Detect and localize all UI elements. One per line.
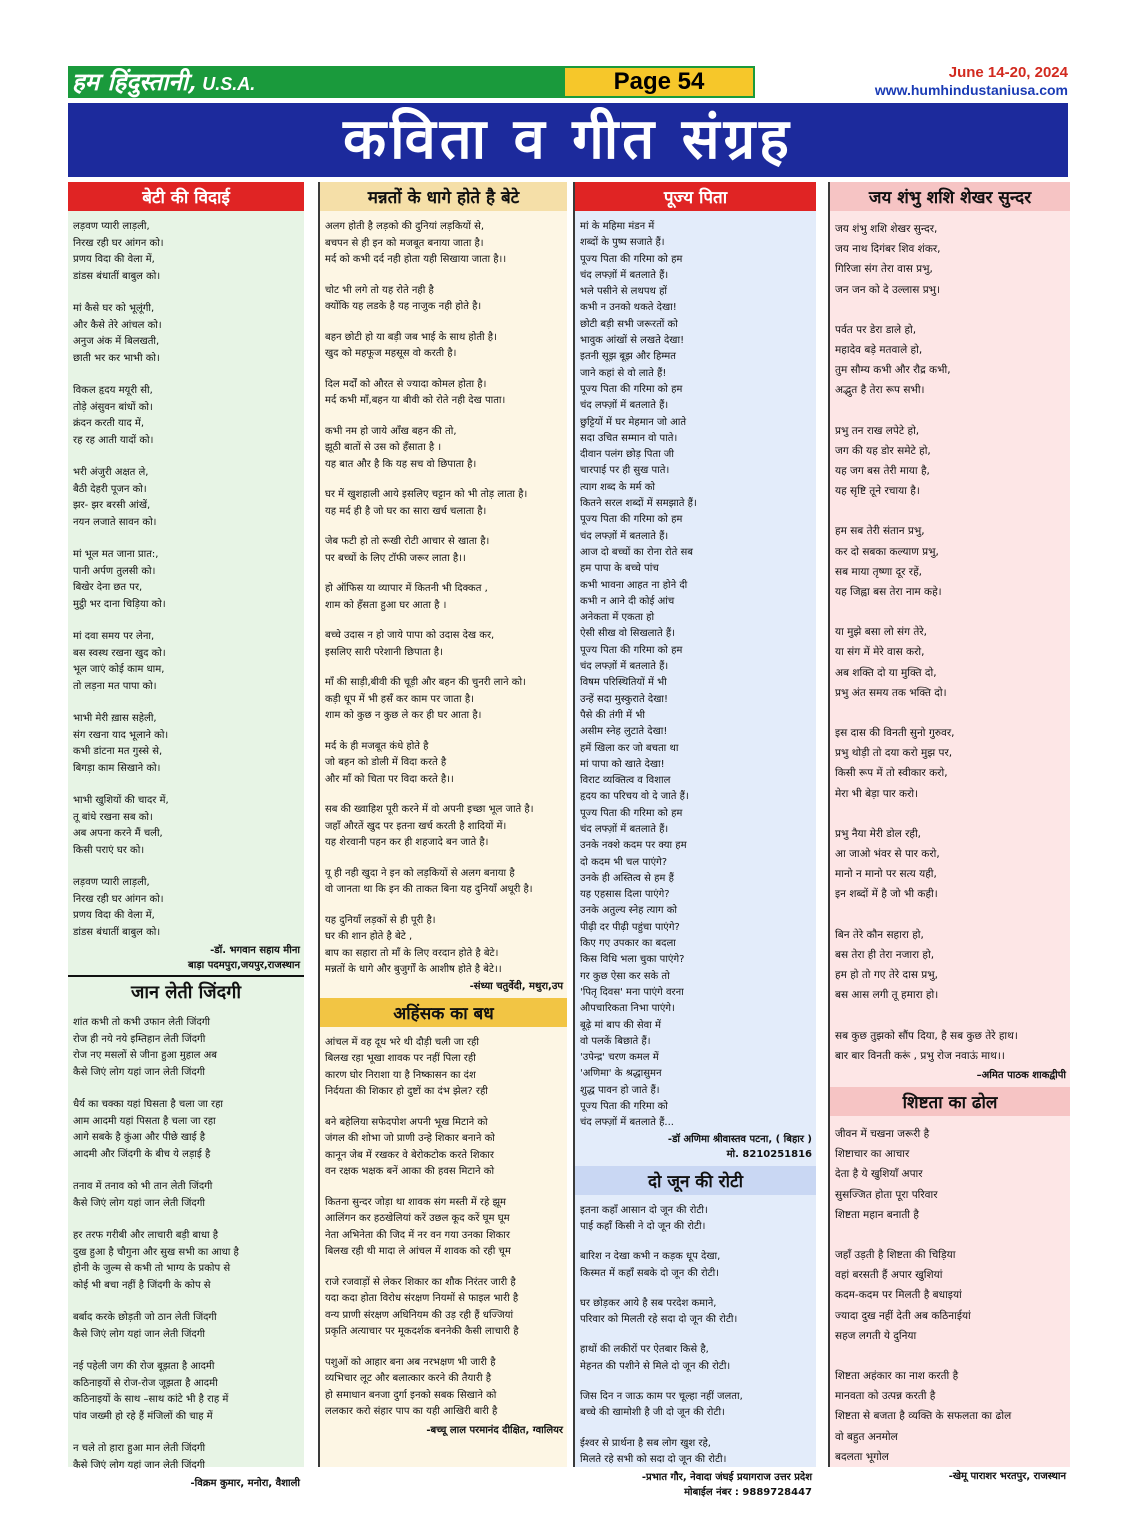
stanza: आंचल में वह दूध भरे थी दौड़ी चली जा रही बिलख रहा भूखा शावक पर नहीं पिला रही कारण घोर निराशा या है निष्कासन का दंश निर्दयता की शिकार हो दुष्टों का दंभ झेल? रही [325,1036,488,1097]
stanza: हर तरफ गरीबी और लाचारी बड़ी बाधा है दुख हुआ है चौगुना और सुख सभी का आधा है होनी के जुल्म से कभी तो भाग्य के प्रकोप से कोई भी बचा नहीं है जिंदगी के कोप से [73,1230,239,1291]
stanza: मां दवा समय पर लेना, बस स्वस्थ रखना खुद को। भूल जाएं कोई काम धाम, तो लड़ना मत पापा को। [73,631,166,692]
poem-title: मन्नतों के धागे होते है बेटे [320,182,567,211]
poem-body [68,219,304,941]
stanza: यह दुनियाँ लड़कों से ही पूरी है। घर की शान होते है बेटे , बाप का सहारा तो माँ के लिए वरदान होते है बेटे। मन्नतों के धागे और बुजुर्गों के आशीष होते है बेटे।। [325,914,502,975]
poem-author: -विक्रम कुमार, मनोरा, वैशाली [190,1478,300,1489]
poem-title: अहिंसक का बध [320,998,567,1027]
stanza: मर्द के ही मजबूत कंधे होते है जो बहन को डोली में विदा करते है और माँ को चिता पर विदा करते है।। [325,740,454,785]
page-number: Page 54 [563,66,755,98]
stanza: नई पहेली जग की रोज बूझता है आदमी कठिनाइयों से रोज-रोज जूझता है आदमी कठिनाइयों के साथ –साथ कांटे भी है राह में पांव जख्मी हो रहे हैं मंजिलों की चाह में [73,1361,229,1422]
stanza: माँ की साड़ी,बीवी की चूड़ी और बहन की चुनरी लाने को। कड़ी धूप में भी हसँ कर काम पर जाता है। शाम को कुछ न कुछ ले कर ही घर आता है। [325,677,526,721]
stanza: जेब फटी हो तो रूखी रोटी आचार से खाता है। पर बच्चों के लिए टॉफी जरूर लाता है।। [325,536,490,564]
stanza: जिस दिन न जाऊ काम पर चूल्हा नहीं जलता, बच्चे की खामोशी है जी दो जून की रोटी। [580,1391,743,1419]
stanza: जीवन में चखना जरूरी है शिष्टाचार का आचार देता है ये खुशियाँ अपार सुसज्जित होता पूरा परिवार शिष्टता महान बनाती है [835,1127,938,1221]
stanza: बहन छोटी हो या बड़ी जब भाई के साथ होती है। खुद को महफूज महसूस वो करती है। [325,331,497,359]
stanza: शांत कभी तो कभी उफान लेती जिंदगी रोज ही नये नये इम्तिहान लेती जिंदगी रोज नए मसलों से जीना हुआ मुहाल अब कैसे जिएं लोग यहां जान लेती जिंदगी [73,1017,217,1078]
poem-body [830,219,1070,1066]
stanza: कभी नम हो जाये आँख बहन की तो, झूठी बातों से उस को हँसाता है । यह बात और है कि यह सच वो छिपाता है। [325,425,477,470]
issue-date: June 14-20, 2024 [948,64,1068,81]
stanza: या मुझे बसा लो संग तेरे, या संग में मेरे वास करो, अब शक्ति दो या मुक्ति दो, प्रभु अंत समय तक भक्ति दो। [835,626,947,699]
stanza: कितना सुन्दर जोड़ा था शावक संग मस्ती में रहे झूम आलिंगन कर हठखेलियां करें उछल कूद करें घूम घूम नेता अभिनेता की जिद में नर वन गया उनका शिकार बिलख रही थी मादा ले आंचल में शावक को रही चूम [325,1196,511,1257]
stanza: राजे रजवाड़ों से लेकर शिकार का शौक निरंतर जारी है यदा कदा होता विरोध संरक्षण नियमों से फाइल भारी है वन्य प्राणी संरक्षण अधिनियम की उड़ रही हैं धज्जियां प्रकृति अत्याचार पर मूकदर्शक बननेकी कैसी लाचारी है [325,1276,519,1337]
stanza: भरी अंजुरी अक्षत ले, बैठी देहरी पूजन को। झर- झर बरसी आंखें, नयन लजाते सावन को। [73,467,157,528]
poem-body [320,219,567,979]
website-link[interactable]: www.humhindustaniusa.com [874,82,1068,98]
poem-author: -डॉ. भगवान सहाय मीना [210,945,300,956]
stanza: प्रभु नैया मेरी डोल रही, आ जाओ भंवर से पार करो, मानो न मानो पर सत्य यही, इन शब्दों में है जो भी कही। [835,827,940,901]
poem-title: जान लेती जिंदगी [68,975,304,1007]
stanza: घर छोड़कर आये है सब परदेश कमाने, परिवार को मिलती रहे सदा दो जून की रोटी। [580,1297,738,1326]
poem-title: दो जून की रोटी [575,1166,816,1195]
stanza: हो ऑफिस या व्यापार में कितनी भी दिक्कत , शाम को हँसता हुआ घर आता है । [325,583,488,611]
stanza: इतना कहाँ आसान दो जून की रोटी। पाई कहाँ किसी ने दो जून की रोटी। [580,1204,708,1232]
brand-suffix: U.S.A. [202,74,256,94]
stanza: पर्वत पर डेरा डाले हो, महादेव बड़े मतवाले हो, तुम सौम्य कभी और रौद्र कभी, अद्भुत है तेरा रूप सभी। [835,323,951,397]
stanza: बच्चे उदास न हो जाये पापा को उदास देख कर, इसलिए सारी परेशानी छिपाता है। [325,630,495,658]
stanza: भाभी खुशियों की चादर में, तू बांधे रखना सब को। अब अपना करने मैं चली, किसी पराएं घर को। [73,795,169,856]
stanza: हम सब तेरी संतान प्रभु, कर दो सबका कल्याण प्रभु, सब माया तृष्णा दूर रहें, यह जिह्वा बस तेरा नाम कहे। [835,525,942,599]
stanza: न चले तो हारा हुआ मान लेती जिंदगी कैसे जिएं लोग यहां जान लेती जिंदगी [73,1443,206,1471]
stanza: बर्बाद करके छोड़ती जो ठान लेती जिंदगी कैसे जिएं लोग यहां जान लेती जिंदगी [73,1312,217,1340]
stanza: बिन तेरे कौन सहारा हो, बस तेरा ही तेरा नजारा हो, हम हो तो गए तेरे दास प्रभु, बस आस लगी तू हमारा हो। [835,928,939,1002]
stanza: घर में खुशहाली आये इसलिए चट्टान को भी तोड़ लाता है। यह मर्द ही है जो घर का सारा खर्च चलाता है। [325,489,528,517]
poem-author: –अमित पाठक शाकद्वीपी [976,1069,1066,1081]
stanza: हाथों की लकीरों पर ऐतबार किसे है, मेहनत की पशीने से मिले दो जून की रोटी। [580,1344,731,1372]
stanza: मां भूल मत जाना प्रात:, पानी अर्पण तुलसी को। बिखेर देना छत पर, मुट्ठी भर दाना चिड़िया को। [73,549,166,610]
poem-title: जय शंभु शशि शेखर सुन्दर [830,182,1070,211]
stanza: शिष्टता अहंकार का नाश करती है मानवता को उत्पन्न करती है शिष्टता से बजता है व्यक्ति के सफलता का ढोल वो बहुत अनमोल बदलता भूगोल [835,1369,1012,1463]
stanza: ईश्वर से प्रार्थना है सब लोग खुश रहे, मिलते रहे सभी को सदा दो जून की रोटी। [580,1437,727,1465]
stanza: मां के महिमा मंडन में शब्दों के पुष्प सजाते हैं। पूज्य पिता की गरिमा को हम चंद लफ्ज़ों में बतलाते हैं। भले पसीने से लथपथ हों कभी न उनको थकते देखा! छोटी बड़ी सभी जरूरतों को भावुक आंखों से लखते देखा! इतनी सूझ बूझ और हिम्मत जाने कहां से वो लाते हैं! पूज्य पिता की गरिमा को हम चंद लफ्ज़ों में बतलाते हैं। छुट्टियों में घर मेहमान जो आते सदा उचित सम्मान वो पाते। दीवान पलंग छोड़ पिता जी चारपाई पर ही सुख पाते। त्याग शब्द के मर्म को कितने सरल शब्दों में समझाते हैं। पूज्य पिता की गरिमा को हम चंद लफ्ज़ों में बतलाते हैं। आज दो बच्चों का रोना रोते सब हम पापा के बच्चे पांच कभी भावना आहत ना होने दी कभी न आने दी कोई आंच अनेकता में एकता हो ऐसी सीख वो सिखलाते हैं। पूज्य पिता की गरिमा को हम चंद लफ्ज़ों में बतलाते हैं। विषम परिस्थितियों में भी उन्हें सदा मुस्कुराते देखा! पैसे की तंगी में भी असीम स्नेह लुटाते देखा! हमें खिला कर जो बचता था मां पापा को खाते देखा! विराट व्यक्तित्व व विशाल हृदय का परिचय वो दे जाते हैं। पूज्य पिता की गरिमा को हम चंद लफ्ज़ों में बतलाते हैं। उनके नक्शे कदम पर क्या हम दो कदम भी चल पाएंगे? उनके ही अस्तित्व से हम हैं यह एहसास दिला पाएंगे? उनके अतुल्य स्नेह त्याग को पीढ़ी दर पीढ़ी पहुंचा पाएंगे? किए गए उपकार का बदला किस विधि भला चुका पाएंगे? गर कुछ ऐसा कर सके तो 'पितृ दिवस' मना पाएंगे वरना औपचारिकता निभा पाएंगे। बूढ़े मां बाप की सेवा में वो पलकें बिछाते हैं। 'उपेन्द्र' चरण कमल में 'अणिमा' के श्रद्धासुमन शुद्ध पावन हो जाते हैं। पूज्य पिता की गरिमा को चंद लफ्ज़ों में बतलाते हैं... [580,221,697,1129]
poem-author: -खेमू पाराशर भरतपुर, राजस्थान [948,1470,1066,1482]
stanza: बारिश न देखा कभी न कड़क धूप देखा, किस्मत में कहाँ सबके दो जून की रोटी। [580,1251,721,1279]
stanza: मां कैसे घर को भूलूंगी, और कैसे तेरे आंचल को। अनुज अंक में बिलखती, छाती भर कर भाभी को। [73,303,162,364]
section-banner: कविता व गीत संग्रह [68,103,1068,177]
stanza: भाभी मेरी ख़ास सहेली, संग रखना याद भूलाने को। कभी डांटना मत गुस्से से, बिगड़ा काम सिखाने को। [73,713,169,774]
poem-author-phone: मो. 8210251816 [726,1148,812,1160]
poem-title: बेटी की विदाई [68,182,304,211]
stanza: लड़वण प्यारी लाड़ली, निरख रही घर आंगन को। प्रणय विदा की वेला में, डांडस बंधातीं बाबुल को। [73,877,164,938]
column-1 [68,182,304,1489]
stanza: जय शंभु शशि शेखर सुन्दर, जय नाथ दिगंबर शिव शंकर, गिरिजा संग तेरा वास प्रभु, जन जन को दे उल्लास प्रभु। [835,223,941,296]
stanza: तनाव में तनाव को भी तान लेती जिंदगी कैसे जिएं लोग यहां जान लेती जिंदगी [73,1181,213,1209]
poem-body [320,1035,567,1421]
stanza: दिल मर्दों को औरत से ज्यादा कोमल होता है। मर्द कभी माँ,बहन या बीवी को रोते नही देख पाता। [325,378,506,406]
stanza: विकल हृदय मयूरी सी, तोड़े अंसुवन बांधों को। क्रंदन करती याद में, रह रह आती यादों को। [73,385,154,446]
stanza: सब की ख्वाहिश पूरी करने में वो अपनी इच्छा भूल जाते है। जहाँ औरतें खुद पर इतना खर्च करती है शादियों में। यह शेरवानी पहन कर ही शहजादे बन जाते है। [325,804,534,848]
poem-body [68,1015,304,1474]
poem-author: -डॉ अणिमा श्रीवास्तव पटना, ( बिहार ) [667,1133,812,1145]
brand-name: हम हिंदुस्तानी, [72,67,197,96]
poem-title: पूज्य पिता [575,182,816,211]
stanza: जहाँ उड़ती है शिष्टता की चिड़िया वहां बरसती हैं अपार खुशियां कदम-कदम पर मिलती है बधाइयां ज्यादा दुख नहीं देती अब कठिनाईयां सहज लगती ये दुनिया [835,1248,971,1342]
page-header [68,66,1068,100]
poem-author: -संध्या चतुर्वेदी, मथुरा,उप [469,980,563,992]
stanza: लड़वण प्यारी लाड़ली, निरख रही घर आंगन को। प्रणय विदा की वेला में, डांडस बंधातीं बाबुल को। [73,221,164,282]
poem-author: -प्रभात गौर, नेवादा जंघई प्रयागराज उत्तर प्रदेश [641,1472,812,1484]
poem-body [830,1124,1070,1467]
column-4 [828,182,1070,1482]
poem-title: शिष्टता का ढोल [830,1087,1070,1116]
stanza: धैर्य का चक्का यहां घिसता है चला जा रहा आम आदमी यहां पिसता है चला जा रहा आगे सबके है कुंआ और पीछे खाई है आदमी और जिंदगी के बीच ये लड़ाई है [73,1099,223,1160]
column-2 [318,182,567,1467]
stanza: पशुओं को आहार बना अब नरभक्षण भी जारी है व्यभिचार लूट और बलात्कार करने की तैयारी है हो समाधान बनजा दुर्गा इनको सबक सिखाने को ललकार करो संहार पाप का यही आखिरी बारी है [325,1356,498,1417]
stanza: प्रभु तन राख लपेटे हो, जग की यह डोर समेटे हो, यह जग बस तेरी माया है, यह सृष्टि तूने रचाया है। [835,424,931,498]
column-3 [573,182,816,1499]
stanza: इस दास की विनती सुनो गुरुवर, प्रभु थोड़ी तो दया करो मुझ पर, किसी रूप में तो स्वीकार करो, मेरा भी बेड़ा पार करो। [835,727,955,800]
poem-body [575,1203,816,1469]
newspaper-brand [68,66,563,98]
stanza: यू ही नही खुदा ने इन को लड़कियों से अलग बनाया है वो जानता था कि इन की ताकत बिना यह दुनियाँ अधूरी है। [325,867,533,895]
poem-body [575,219,816,1132]
stanza: अलग होती है लड़को की दुनियां लड़कियों से, बचपन से ही इन को मजबूत बनाया जाता है। मर्द को कभी दर्द नही होता यही सिखाया जाता है।। [325,221,507,265]
stanza: बने बहेलिया सफेदपोश अपनी भूख मिटाने को जंगल की शोभा जो प्राणी उन्हे शिकार बनाने को कानून जेब में रखकर वे बेरोकटोक करते शिकार वन रक्षक भक्षक बनें आका की हवस मिटाने को [325,1116,495,1177]
poem-author-phone: मोबाईल नंबर : 9889728447 [684,1487,812,1499]
stanza: चोट भी लगे तो यह रोते नही है क्योंकि यह लडके है यह नाजुक नही होते है। [325,284,482,312]
poem-author: -बच्चू लाल परमानंद दीक्षित, ग्वालियर [426,1424,563,1436]
stanza: सब कुछ तुझको सौंप दिया, है सब कुछ तेरे हाथ। बार बार विनती करूं , प्रभु रोज नवाऊं माथ।। [835,1029,1018,1062]
poem-author-place: बाड़ा पदमपुरा,जयपुर,राजस्थान [188,960,300,971]
